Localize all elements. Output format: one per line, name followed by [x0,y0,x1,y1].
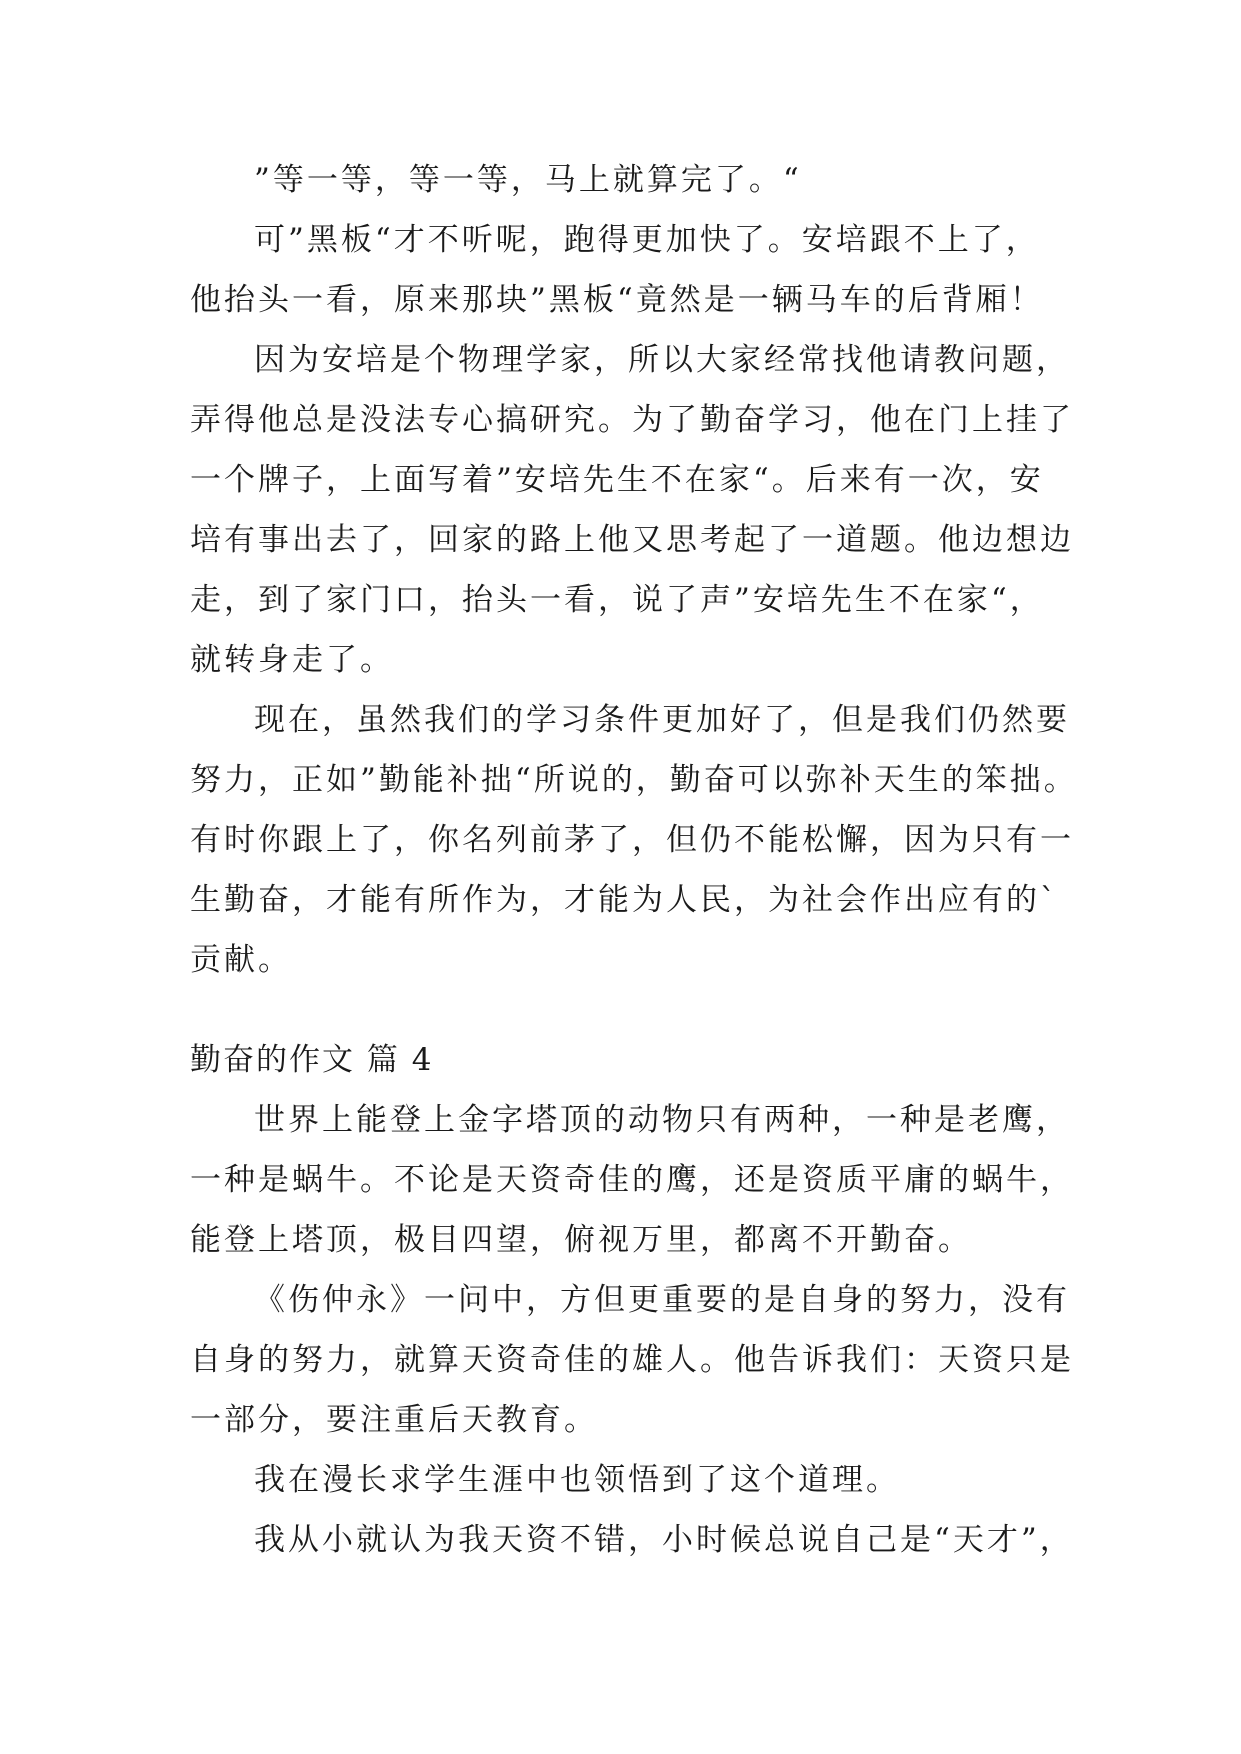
paragraph-line: 现在，虽然我们的学习条件更加好了，但是我们仍然要 [254,702,1070,738]
paragraph-line: 能登上塔顶，极目四望，俯视万里，都离不开勤奋。 [190,1222,972,1258]
paragraph-line: 因为安培是个物理学家，所以大家经常找他请教问题， [254,342,1070,378]
paragraph-line: 贡献。 [190,942,292,978]
paragraph-line: 自身的努力，就算天资奇佳的雄人。他告诉我们：天资只是 [190,1342,1074,1378]
paragraph-line: 一种是蜗牛。不论是天资奇佳的鹰，还是资质平庸的蜗牛， [190,1162,1074,1198]
paragraph-line: 培有事出去了，回家的路上他又思考起了一道题。他边想边 [190,522,1074,558]
paragraph-line: 走，到了家门口，抬头一看，说了声”安培先生不在家“， [190,582,1044,618]
paragraph-line: 生勤奋，才能有所作为，才能为人民，为社会作出应有的` [190,882,1059,918]
paragraph-line: 我在漫长求学生涯中也领悟到了这个道理。 [254,1462,900,1498]
paragraph-line: 一部分，要注重后天教育。 [190,1402,598,1438]
paragraph-line: 一个牌子，上面写着”安培先生不在家“。后来有一次，安 [190,462,1044,498]
paragraph-line: 努力，正如”勤能补拙“所说的，勤奋可以弥补天生的笨拙。 [190,762,1078,798]
paragraph-line: 世界上能登上金字塔顶的动物只有两种，一种是老鹰， [254,1102,1070,1138]
paragraph-line: 弄得他总是没法专心搞研究。为了勤奋学习，他在门上挂了 [190,402,1074,438]
paragraph-line: 他抬头一看，原来那块”黑板“竟然是一辆马车的后背厢！ [190,282,1044,318]
paragraph-line: 就转身走了。 [190,642,394,678]
section-heading: 勤奋的作文 篇 4 [190,1042,434,1078]
paragraph-line: 有时你跟上了，你名列前茅了，但仍不能松懈，因为只有一 [190,822,1074,858]
paragraph-line: 可”黑板“才不听呢，跑得更加快了。安培跟不上了， [254,222,1040,258]
paragraph-line: ”等一等，等一等，马上就算完了。“ [254,162,802,198]
paragraph-line: 《伤仲永》一问中，方但更重要的是自身的努力，没有 [254,1282,1070,1318]
document-page [190,150,1078,1570]
paragraph-line: 我从小就认为我天资不错，小时候总说自己是“天才”， [254,1522,1074,1558]
